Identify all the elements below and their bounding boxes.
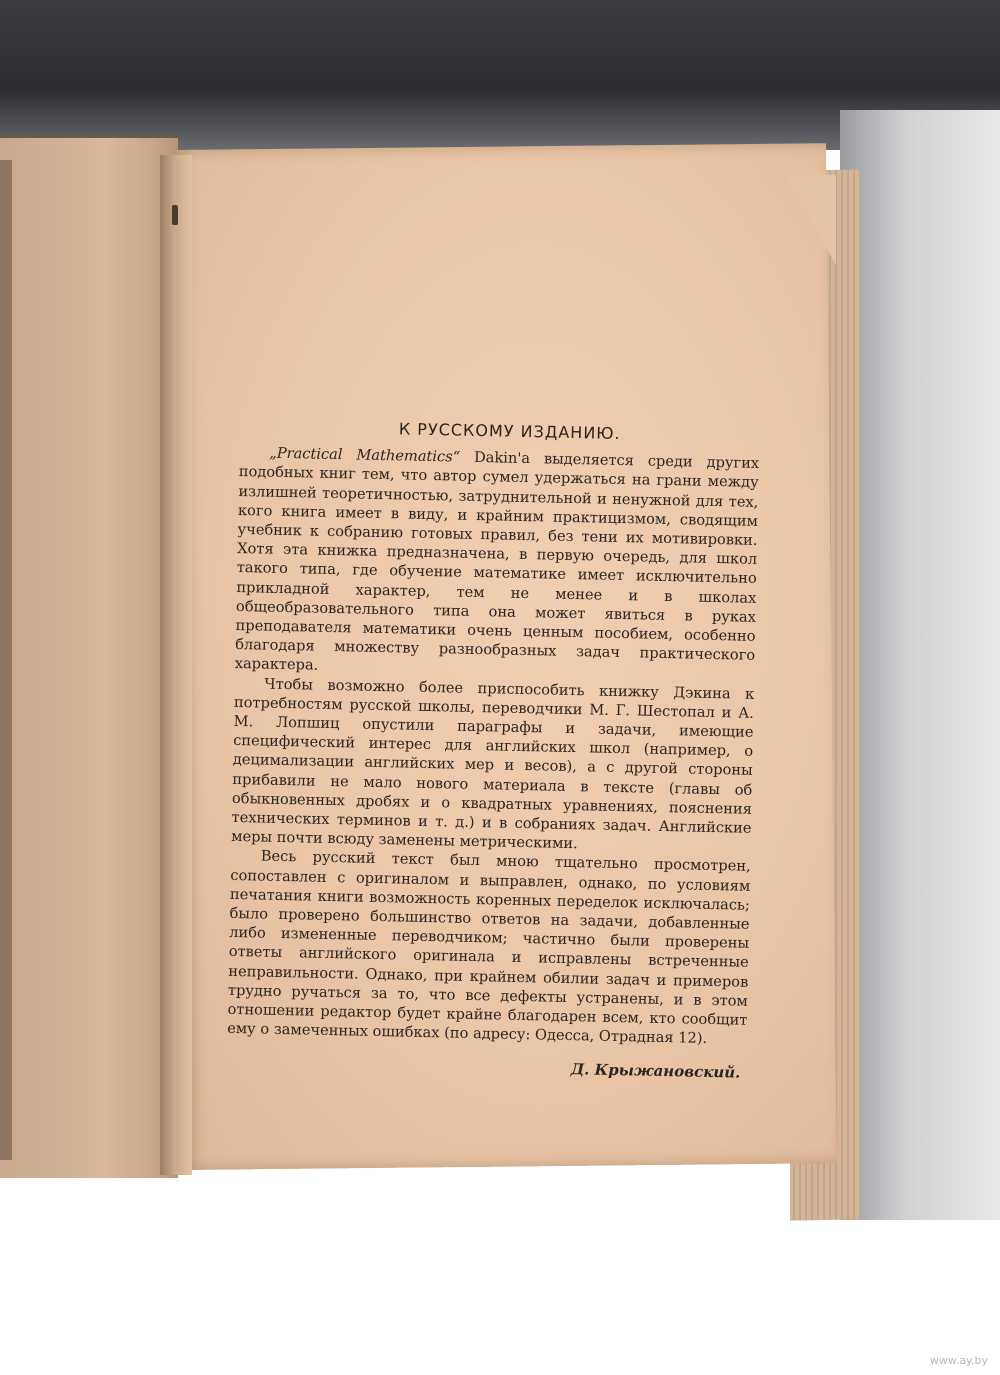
- paragraph-2: Чтобы возможно более приспособить книжку Дэкина к потребностям русской школы, переводчики М. Г. Шестопал и А. М. Лопшиц опустили параграфы и задачи, имеющие специфический интерес для английских школ (например, о децимализации английских мер и весов), а с другой стороны прибавили не мало нового материала в тексте (главы об обыкновенных дробях и о квадратных уравнениях, пояснения технических терминов и т. д.) и в собраниях задач. Английские меры почти всюду заменены метрическими.: [231, 675, 755, 853]
- editor-signature: Д. Крыжановский.: [570, 1059, 741, 1082]
- paragraph-1: [235, 443, 760, 684]
- book-title-quote: „Practical Mathematics“: [269, 444, 461, 466]
- page-heading: К РУССКОМУ ИЗДАНИЮ.: [398, 419, 621, 443]
- folded-page-corner: [786, 175, 836, 265]
- binding-stitch: [172, 205, 178, 225]
- book-gutter: [160, 155, 192, 1175]
- paragraph-3: Весь русский текст был мною тщательно просмотрен, сопоставлен с оригиналом и выправлен, однако, по условиям печатания книги возможность коренных переделок исключалась; было проверено большинство ответов на задачи, добавленные либо измененные переводчиком; частично были проверены ответы английского оригинала и исправлены встреченные неправильности. Однако, при крайнем обилии задач и примеров трудно ручаться за то, что все дефекты устранены, и в этом отношении редактор будет крайне благодарен всем, кто сообщит ему о замеченных ошибках (по адресу: Одесса, Отрадная 12).: [226, 848, 751, 1048]
- left-facing-page: [0, 135, 178, 1178]
- site-watermark: www.ay.by: [929, 1354, 988, 1367]
- page-text-block: [226, 416, 760, 1082]
- scanner-edge-shadow: [840, 110, 1000, 1220]
- left-page-edge: [0, 160, 12, 1160]
- paragraph-1-text: Dakin'а выделяется среди других подобных книг тем, что автор сумел удержаться на грани между излишней теоретичностью, затруднительной и ненужной для тех, кого книга имеет в виду, и крайним практицизмом, сводящим учебник к собранию готовых правил, без тени их мотивировки. Хотя эта книжка предназначена, в первую очередь, для школ такого типа, где обучение математике имеет исключительно прикладной характер, тем не менее и в школах общеобразовательного типа она может явиться в руках преподавателя математики очень ценным пособием, особенно благодаря множеству разнообразных задач практического характера.: [234, 448, 760, 675]
